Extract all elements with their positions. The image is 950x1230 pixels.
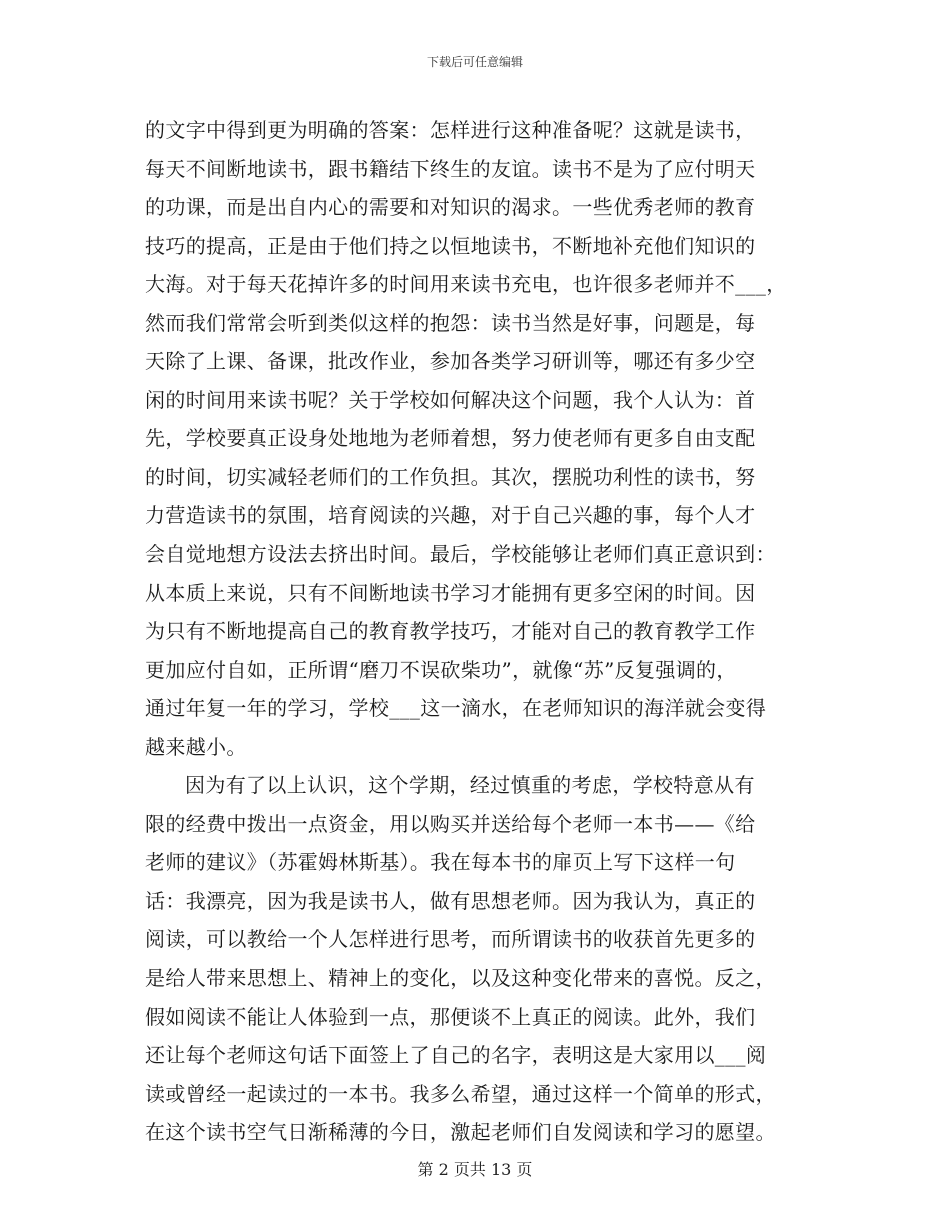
- text-line: 阅读，可以教给一个人怎样进行思考，而所谓读书的收获首先更多的: [145, 927, 756, 952]
- page-header-note: 下载后可任意编辑: [426, 55, 523, 69]
- text-line: 的文字中得到更为明确的答案：怎样进行这种准备呢？这就是读书，: [145, 118, 756, 142]
- text-line: 技巧的提高，正是由于他们持之以恒地读书，不断地补充他们知识的: [145, 233, 756, 258]
- text-line: 的功课，而是出自内心的需要和对知识的渴求。一些优秀老师的教育: [145, 195, 756, 220]
- paragraph-first-line: 因为有了以上认识，这个学期，经过慎重的考虑，学校特意从有: [185, 773, 755, 798]
- text-line: 在这个读书空气日渐稀薄的今日，激起老师们自发阅读和学习的愿望。: [145, 1120, 776, 1145]
- text-line: 通过年复一年的学习，学校___这一滴水，在老师知识的海洋就会变得: [145, 696, 767, 721]
- text-line: 越来越小。: [145, 734, 247, 759]
- page-number: 第 2 页共 13 页: [417, 1160, 533, 1179]
- text-line: 大海。对于每天花掉许多的时间用来读书充电，也许很多老师并不___，: [145, 272, 787, 297]
- text-line: 还让每个老师这句话下面签上了自己的名字，表明这是大家用以___阅: [145, 1043, 767, 1068]
- text-line: 假如阅读不能让人体验到一点，那便谈不上真正的阅读。此外，我们: [145, 1004, 756, 1029]
- text-line: 会自觉地想方设法去挤出时间。最后，学校能够让老师们真正意识到：: [145, 542, 776, 567]
- text-line: 从本质上来说，只有不间断地读书学习才能拥有更多空闲的时间。因: [145, 580, 756, 605]
- text-line: 每天不间断地读书，跟书籍结下终生的友谊。读书不是为了应付明天: [145, 156, 756, 181]
- text-line: 更加应付自如，正所谓“磨刀不误砍柴功”，就像“苏”反复强调的，: [145, 657, 737, 682]
- document-body: [145, 111, 811, 1152]
- text-line: 然而我们常常会听到类似这样的抱怨：读书当然是好事，问题是，每: [145, 310, 756, 335]
- text-line: 闲的时间用来读书呢？关于学校如何解决这个问题，我个人认为：首: [145, 387, 756, 412]
- text-line: 天除了上课、备课，批改作业，参加各类学习研训等，哪还有多少空: [145, 349, 756, 374]
- text-line: 读或曾经一起读过的一本书。我多么希望，通过这样一个简单的形式，: [145, 1081, 776, 1106]
- text-line: 老师的建议》（苏霍姆林斯基）。我在每本书的扉页上写下这样一句: [145, 850, 736, 875]
- text-line: 先，学校要真正设身处地地为老师着想，努力使老师有更多自由支配: [145, 426, 756, 451]
- text-line: 限的经费中拨出一点资金，用以购买并送给每个老师一本书——《给: [145, 811, 756, 836]
- text-line: 是给人带来思想上、精神上的变化，以及这种变化带来的喜悦。反之，: [145, 966, 776, 991]
- text-line: 的时间，切实减轻老师们的工作负担。其次，摆脱功利性的读书，努: [145, 464, 756, 489]
- text-line: 力营造读书的氛围，培育阅读的兴趣，对于自己兴趣的事，每个人才: [145, 503, 756, 528]
- text-line: 为只有不断地提高自己的教育教学技巧，才能对自己的教育教学工作: [145, 619, 756, 644]
- text-line: 话：我漂亮，因为我是读书人，做有思想老师。因为我认为，真正的: [145, 888, 756, 913]
